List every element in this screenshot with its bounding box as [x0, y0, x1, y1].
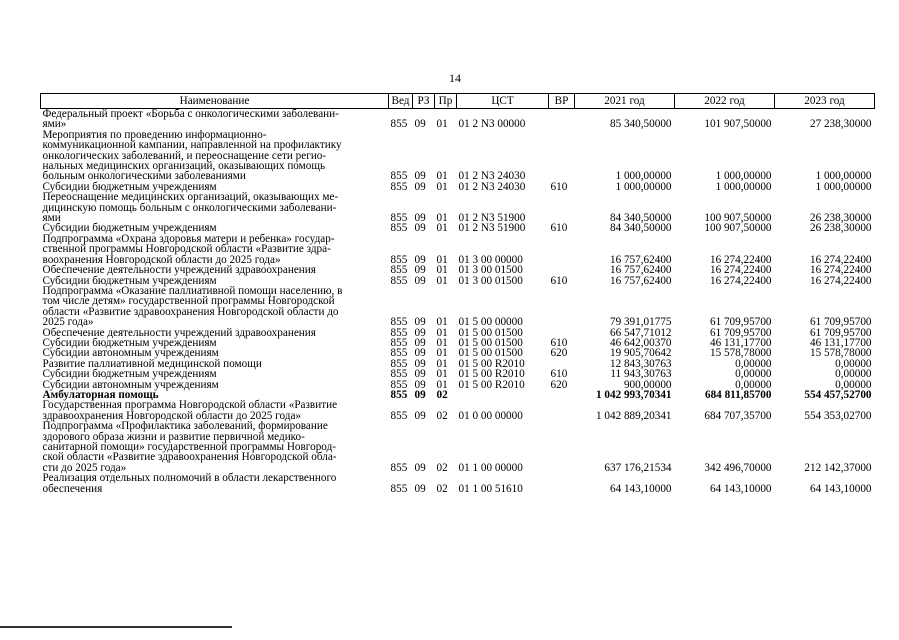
row-rz: 09	[414, 180, 426, 193]
row-ved: 855	[390, 212, 408, 225]
row-rz: 09	[414, 378, 426, 391]
row-amount-2023: 46 131,17700	[809, 336, 872, 349]
row-vr	[549, 400, 575, 421]
row-amount-2023: 15 578,78000	[809, 347, 872, 360]
row-rz: 09	[414, 388, 426, 401]
row-cst: 01 3 00 01500	[458, 274, 523, 287]
row-amount-2022: 0,00000	[735, 378, 772, 391]
row-cst: 01 5 00 R2010	[458, 378, 525, 391]
row-amount-2022: 16 274,22400	[709, 274, 772, 287]
table-row	[41, 130, 875, 182]
row-vr	[549, 234, 575, 265]
row-amount-2022: 684 707,35700	[704, 409, 772, 422]
row-pr: 02	[436, 461, 448, 474]
row-rz: 09	[414, 357, 426, 370]
row-amount-2022: 16 274,22400	[709, 264, 772, 277]
row-amount-2023: 0,00000	[835, 368, 872, 381]
row-amount-2021: 1 000,00000	[615, 180, 672, 193]
row-amount-2021: 12 843,30763	[609, 357, 672, 370]
row-amount-2022: 61 709,95700	[709, 326, 772, 339]
row-vr: 610	[550, 274, 568, 287]
row-cst: 01 2 N3 51900	[458, 222, 526, 235]
row-amount-2021: 16 757,62400	[609, 264, 672, 277]
row-cst: 01 2 N3 24030	[458, 170, 526, 183]
row-amount-2021: 64 143,10000	[609, 482, 672, 495]
row-cst: 01 5 00 01500	[458, 336, 523, 349]
row-pr: 01	[436, 316, 448, 329]
budget-table	[40, 93, 875, 494]
row-rz: 09	[414, 461, 426, 474]
row-name: Реализация отдельных полномочий в области лекарственного обеспечения	[42, 472, 337, 495]
row-pr: 01	[436, 118, 448, 131]
row-pr: 01	[436, 212, 448, 225]
row-pr: 02	[436, 409, 448, 422]
header-2023: 2023 год	[775, 94, 875, 109]
row-cst: 01 1 00 00000	[458, 461, 523, 474]
row-vr	[549, 192, 575, 223]
row-rz: 09	[414, 347, 426, 360]
row-rz: 09	[414, 316, 426, 329]
row-name: Обеспечение деятельности учреждений здравоохранения	[42, 264, 316, 277]
row-name: Субсидии автономным учреждениям	[42, 378, 219, 391]
row-vr: 620	[550, 347, 568, 360]
row-amount-2021: 84 340,50000	[609, 222, 672, 235]
row-name: Субсидии бюджетным учреждениям	[42, 336, 217, 349]
row-amount-2022: 342 496,70000	[704, 461, 772, 474]
row-amount-2022: 1 000,00000	[715, 170, 772, 183]
row-amount-2021: 16 757,62400	[609, 274, 672, 287]
table-row	[41, 109, 875, 130]
row-name: Субсидии бюджетным учреждениям	[42, 368, 217, 381]
row-vr: 610	[550, 222, 568, 235]
row-amount-2023: 554 457,52700	[804, 388, 872, 401]
row-pr: 02	[436, 482, 448, 495]
row-ved: 855	[390, 316, 408, 329]
row-pr: 01	[436, 274, 448, 287]
row-amount-2021: 46 642,00370	[609, 336, 672, 349]
row-cst: 01 3 00 00000	[458, 253, 523, 266]
row-amount-2022: 684 811,85700	[704, 388, 772, 401]
header-2021: 2021 год	[575, 94, 675, 109]
row-pr: 01	[436, 347, 448, 360]
table-row	[41, 286, 875, 328]
table-row	[41, 400, 875, 421]
row-amount-2023: 27 238,30000	[809, 118, 872, 131]
table-row	[41, 192, 875, 223]
row-amount-2022: 15 578,78000	[709, 347, 772, 360]
table-row	[41, 421, 875, 473]
row-ved: 855	[390, 274, 408, 287]
row-vr	[549, 265, 575, 275]
table-row	[41, 473, 875, 494]
row-amount-2021: 1 000,00000	[615, 170, 672, 183]
row-amount-2023: 554 353,02700	[804, 409, 872, 422]
table-row	[41, 369, 875, 379]
row-rz: 09	[414, 482, 426, 495]
row-amount-2022: 0,00000	[735, 357, 772, 370]
row-pr: 01	[436, 264, 448, 277]
row-pr: 01	[436, 326, 448, 339]
header-ved: Вед	[389, 94, 413, 109]
row-cst: 01 2 N3 00000	[458, 118, 526, 131]
row-amount-2023: 212 142,37000	[804, 461, 872, 474]
row-name: Подпрограмма «Охрана здоровья матери и ребенка» государ- ственной программы Новгородской области «Развитие здра- воохранения Новгородской области до 2025 года»	[42, 232, 335, 266]
row-rz: 09	[414, 326, 426, 339]
row-amount-2023: 0,00000	[835, 357, 872, 370]
row-cst: 01 1 00 51610	[458, 482, 523, 495]
row-vr	[549, 390, 575, 400]
row-name: Развитие паллиативной медицинской помощи	[42, 357, 262, 370]
row-vr: 620	[550, 378, 568, 391]
row-cst: 01 5 00 01500	[458, 326, 523, 339]
row-name: Государственная программа Новгородской области «Развитие здравоохранения Новгородской области до 2025 года»	[42, 399, 338, 422]
row-amount-2023: 1 000,00000	[815, 170, 872, 183]
row-amount-2021: 1 042 889,20341	[595, 409, 672, 422]
row-amount-2023: 16 274,22400	[809, 253, 872, 266]
row-pr: 01	[436, 357, 448, 370]
table-row	[41, 234, 875, 265]
row-cst: 01 0 00 00000	[458, 409, 523, 422]
row-amount-2021: 79 391,01775	[609, 316, 672, 329]
row-ved: 855	[390, 357, 408, 370]
row-amount-2022: 64 143,10000	[709, 482, 772, 495]
row-rz: 09	[414, 264, 426, 277]
row-ved: 855	[390, 170, 408, 183]
row-rz: 09	[414, 368, 426, 381]
row-cst: 01 2 N3 24030	[458, 180, 526, 193]
row-amount-2021: 19 905,70642	[609, 347, 672, 360]
row-name: Амбулаторная помощь	[42, 388, 159, 401]
header-cst: ЦСТ	[457, 94, 549, 109]
row-cst: 01 5 00 R2010	[458, 368, 525, 381]
row-amount-2023: 16 274,22400	[809, 274, 872, 287]
row-pr: 01	[436, 222, 448, 235]
row-rz: 09	[414, 118, 426, 131]
row-amount-2021: 66 547,71012	[609, 326, 672, 339]
row-cst: 01 5 00 00000	[458, 316, 523, 329]
row-ved: 855	[390, 388, 408, 401]
row-amount-2023: 64 143,10000	[809, 482, 872, 495]
row-vr	[549, 421, 575, 473]
row-pr: 01	[436, 378, 448, 391]
row-name: Субсидии автономным учреждениям	[42, 347, 219, 360]
row-vr: 610	[550, 368, 568, 381]
header-pr: Пр	[435, 94, 457, 109]
header-2022: 2022 год	[675, 94, 775, 109]
header-rz: РЗ	[413, 94, 435, 109]
row-name: Мероприятия по проведению информационно- коммуникационной кампании, направленной на профилактику онкологических заболеваний, и переоснащение сети регио- нальных медицинских организаций, оказывающих помощь больным онкологическими заболеваниями	[42, 128, 342, 183]
row-rz: 09	[414, 336, 426, 349]
row-vr	[549, 130, 575, 182]
row-name: Переоснащение медицинских организаций, оказывающих ме- дицинскую помощь больным с онкологическими заболевани- ями	[42, 191, 339, 225]
row-amount-2023: 26 238,30000	[809, 222, 872, 235]
row-vr	[549, 473, 575, 494]
row-amount-2021: 900,00000	[623, 378, 672, 391]
row-pr: 01	[436, 170, 448, 183]
row-vr: 610	[550, 336, 568, 349]
row-ved: 855	[390, 409, 408, 422]
row-amount-2021: 16 757,62400	[609, 253, 672, 266]
row-name: Подпрограмма «Оказание паллиативной помощи населению, в том числе детям» государственной программы Новгородской области «Развитие здравоохранения Новгородской области до 2025 года»	[42, 284, 343, 329]
row-ved: 855	[390, 368, 408, 381]
row-amount-2021: 11 943,30763	[610, 368, 672, 381]
row-amount-2021: 637 176,21534	[604, 461, 672, 474]
header-vr: ВР	[549, 94, 575, 109]
row-amount-2021: 1 042 993,70341	[595, 388, 672, 401]
header-name: Наименование	[41, 94, 389, 109]
row-amount-2022: 16 274,22400	[709, 253, 772, 266]
row-amount-2023: 61 709,95700	[809, 326, 872, 339]
row-amount-2022: 100 907,50000	[704, 222, 772, 235]
row-rz: 09	[414, 409, 426, 422]
row-vr	[549, 109, 575, 130]
row-rz: 09	[414, 253, 426, 266]
row-rz: 09	[414, 212, 426, 225]
row-name: Обеспечение деятельности учреждений здравоохранения	[42, 326, 316, 339]
row-amount-2023: 0,00000	[835, 378, 872, 391]
page-number: 14	[449, 71, 461, 85]
row-ved: 855	[390, 180, 408, 193]
row-name: Субсидии бюджетным учреждениям	[42, 222, 217, 235]
row-ved: 855	[390, 378, 408, 391]
row-amount-2022: 1 000,00000	[715, 180, 772, 193]
row-amount-2022: 61 709,95700	[709, 316, 772, 329]
row-amount-2022: 100 907,50000	[704, 212, 772, 225]
row-amount-2023: 1 000,00000	[815, 180, 872, 193]
row-pr: 01	[436, 368, 448, 381]
row-amount-2022: 101 907,50000	[704, 118, 772, 131]
row-cst	[457, 390, 549, 400]
row-vr	[549, 286, 575, 328]
row-amount-2021: 84 340,50000	[609, 212, 672, 225]
footer-rule	[0, 626, 232, 628]
row-rz: 09	[414, 222, 426, 235]
row-vr: 610	[550, 180, 568, 193]
table-row	[41, 265, 875, 275]
row-amount-2023: 61 709,95700	[809, 316, 872, 329]
row-amount-2023: 16 274,22400	[809, 264, 872, 277]
row-pr: 02	[436, 388, 448, 401]
row-rz: 09	[414, 274, 426, 287]
row-pr: 01	[436, 253, 448, 266]
row-name: Подпрограмма «Профилактика заболеваний, формирование здорового образа жизни и развитие первичной медико- санитарной помощи» государственной программы Новгород- ской области «Развитие здравоохранения Новгородской обла- сти до 2025 года»	[42, 420, 337, 474]
row-cst: 01 2 N3 51900	[458, 212, 526, 225]
row-amount-2022: 0,00000	[735, 368, 772, 381]
row-rz: 09	[414, 170, 426, 183]
row-amount-2021: 85 340,50000	[609, 118, 672, 131]
table-body	[41, 109, 875, 495]
row-ved: 855	[390, 347, 408, 360]
row-cst: 01 3 00 01500	[458, 264, 523, 277]
row-ved: 855	[390, 264, 408, 277]
row-ved: 855	[390, 482, 408, 495]
row-name: Субсидии бюджетным учреждениям	[42, 180, 217, 193]
row-amount-2023: 26 238,30000	[809, 212, 872, 225]
row-name: Федеральный проект «Борьба с онкологическими заболевани- ями»	[42, 108, 339, 131]
row-ved: 855	[390, 118, 408, 131]
row-amount-2022: 46 131,17700	[709, 336, 772, 349]
table-header-row	[41, 94, 875, 109]
row-pr: 01	[436, 180, 448, 193]
row-ved: 855	[390, 253, 408, 266]
row-ved: 855	[390, 222, 408, 235]
row-ved: 855	[390, 326, 408, 339]
row-ved: 855	[390, 461, 408, 474]
row-cst: 01 5 00 01500	[458, 347, 523, 360]
row-ved: 855	[390, 336, 408, 349]
row-pr: 01	[436, 336, 448, 349]
row-cst: 01 5 00 R2010	[458, 357, 525, 370]
row-name: Субсидии бюджетным учреждениям	[42, 274, 217, 287]
